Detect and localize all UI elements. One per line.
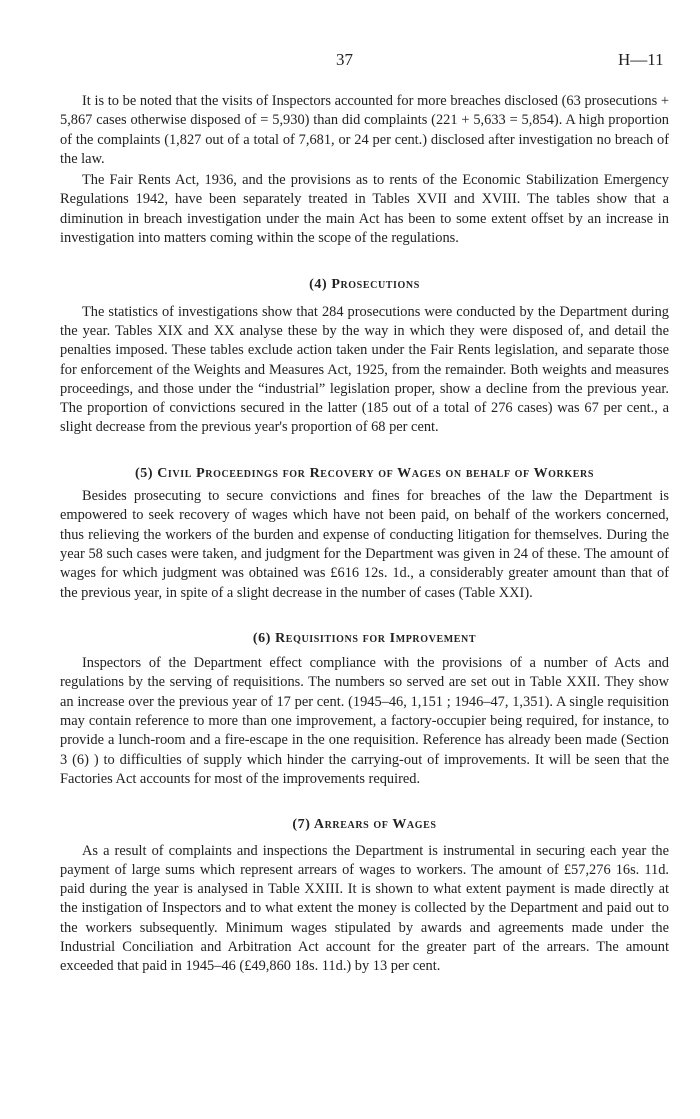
paragraph: It is to be noted that the visits of Inspectors accounted for more breaches disclosed (63 prosecutions + 5,867 cases otherwise disposed of = 5,930) than did complaints (221 + 5,633 = 5,854). A high proportion of the complaints (1,827 out of a total of 7,681, or 24 per cent.) disclosed after investigation no breach of the law. <box>60 93 669 167</box>
section-heading-civil-proceedings: (5) Civil Proceedings for Recovery of Wages on behalf of Workers <box>134 465 595 481</box>
body-text <box>60 92 669 977</box>
paragraph: The statistics of investigations show that 284 prosecutions were conducted by the Department during the year. Tables XIX and XX analyse these by the way in which they were disposed of, and detail the penalties imposed. These tables exclude action taken under the Fair Rents legislation, and separate those for enforcement of the Weights and Measures Act, 1925, from the remainder. Both weights and measures proceedings, and those under the “industrial” legislation proper, show a decline from the previous year. The proportion of convictions secured in the latter (185 out of a total of 276 cases) was 67 per cent., a slight decrease from the previous year's proportion of 68 per cent. <box>60 303 669 436</box>
paragraph: As a result of complaints and inspections the Department is instrumental in securing each year the payment of large sums which represent arrears of wages to workers. The amount of £57,276 16s. 11d. paid during the year is analysed in Table XXIII. It is shown to what extent payment is made directly at the instigation of Inspectors and to what extent the money is collected by the Department and paid out to the workers subsequently. Minimum wages stipulated by awards and agreements made under the Industrial Conciliation and Arbitration Act account for the greater part of the arrears. The amount exceeded that paid in 1945–46 (£49,860 18s. 11d.) by 13 per cent. <box>60 842 669 975</box>
section-heading-requisitions: (6) Requisitions for Improvement <box>252 630 477 646</box>
section-heading-prosecutions: (4) Prosecutions <box>309 277 420 293</box>
paragraph: The Fair Rents Act, 1936, and the provisions as to rents of the Economic Stabilization Emergency Regulations 1942, have been separately treated in Tables XVII and XVIII. The tables show that a diminution in breach investigation under the main Act has been to some extent offset by an increase in investigation into matters coming within the scope of the regulations. <box>60 172 669 247</box>
section-heading-arrears-of-wages: (7) Arrears of Wages <box>292 817 437 833</box>
paragraph: Besides prosecuting to secure convictions and fines for breaches of the law the Department is empowered to seek recovery of wages which have not been paid, on behalf of the workers concerned, thus relieving the workers of the burden and expense of conducting litigation for themselves. During the year 58 such cases were taken, and judgment for the Department was given in 24 of these. The amount of wages for which judgment was obtained was £616 12s. 1d., a considerably greater amount than that of the previous year, in spite of a slight decrease in the number of cases (Table XXI). <box>60 488 669 601</box>
page-number: 37 <box>336 50 353 69</box>
page-header <box>0 50 700 74</box>
document-reference: H—11 <box>618 50 664 69</box>
paragraph: Inspectors of the Department effect compliance with the provisions of a number of Acts and regulations by the serving of requisitions. The numbers so served are set out in Table XXII. They show an increase over the previous year of 17 per cent. (1945–46, 1,151 ; 1946–47, 1,351). A single requisition may contain reference to more than one improvement, a factory-occupier being required, for instance, to provide a lunch-room and a fire-escape in the one requisition. Reference has already been made (Section 3 (6) ) to difficulties of supply which hinder the carrying-out of improvements. It will be seen that the Factories Act accounts for most of the improvements required. <box>60 655 669 787</box>
